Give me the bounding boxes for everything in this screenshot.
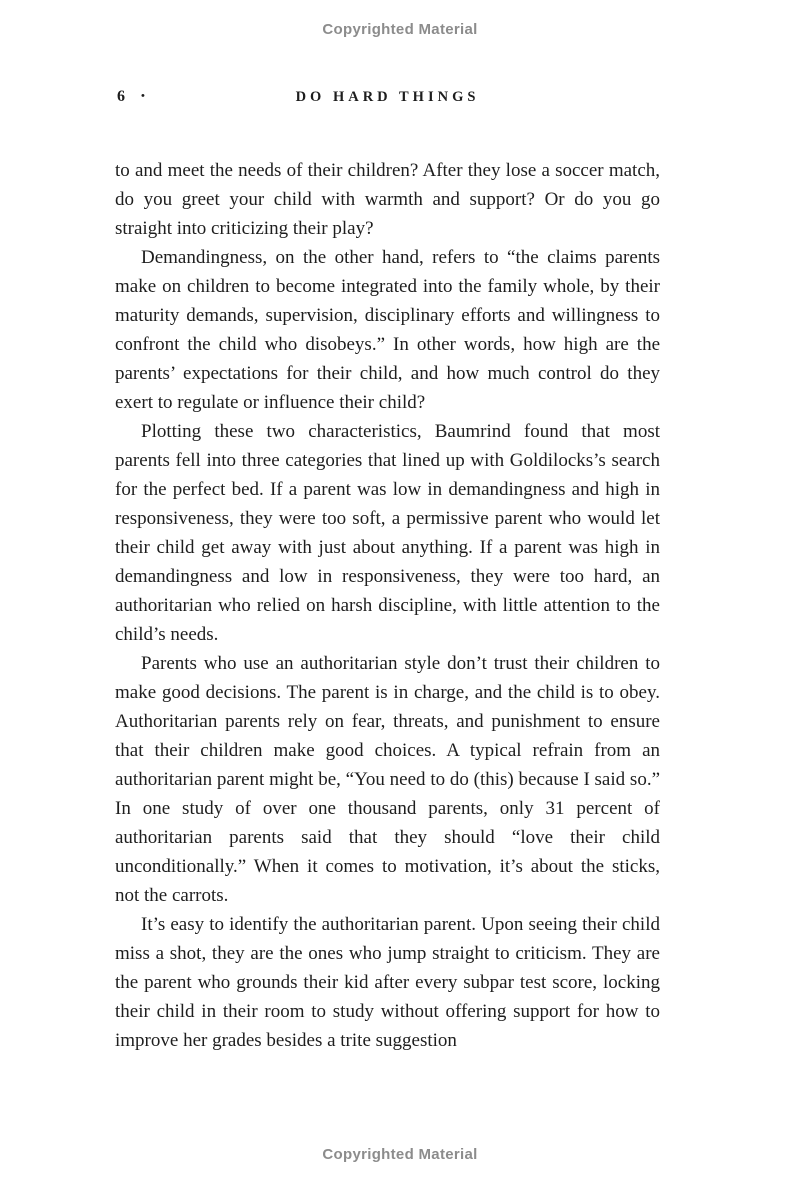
paragraph: Demandingness, on the other hand, refers to “the claims parents make on children to become integrated into the family whole, by their maturity demands, supervision, disciplinary efforts and willingness to confront the child who disobeys.” In other words, how high are the parents’ expectations for their child, and how much control do they exert to regulate or influence their child? (115, 247, 660, 413)
copyright-notice-top: Copyrighted Material (322, 21, 478, 38)
header-title: DO HARD THINGS (295, 89, 480, 105)
page-number: 6 (117, 88, 125, 105)
paragraph: It’s easy to identify the authoritarian parent. Upon seeing their child miss a shot, they are the ones who jump straight to criticism. They are the parent who grounds their kid after every subpar test score, locking their child in their room to study without offering support for how to improve her grades besides a trite suggestion (115, 914, 660, 1051)
copyright-notice-bottom: Copyrighted Material (322, 1146, 478, 1163)
paragraph: Parents who use an authoritarian style don’t trust their children to make good decisions. The parent is in charge, and the child is to obey. Authoritarian parents rely on fear, threats, and punishment to ensure that their children make good choices. A typical refrain from an authoritarian parent might be, “You need to do (this) because I said so.” In one study of over one thousand parents, only 31 percent of authoritarian parents said that they should “love their child unconditionally.” When it comes to motivation, it’s about the sticks, not the carrots. (115, 653, 660, 906)
running-header (115, 88, 660, 110)
body-text (115, 156, 660, 1055)
bullet-separator: • (141, 90, 145, 102)
paragraph: Plotting these two characteristics, Baumrind found that most parents fell into three categories that lined up with Goldilocks’s search for the perfect bed. If a parent was low in demandingness and high in responsiveness, they were too soft, a permissive parent who would let their child get away with just about anything. If a parent was high in demandingness and low in responsiveness, they were too hard, an authoritarian who relied on harsh discipline, with little attention to the child’s needs. (115, 421, 660, 645)
paragraph: to and meet the needs of their children? After they lose a soccer match, do you greet your child with warmth and support? Or do you go straight into criticizing their play? (115, 160, 660, 239)
